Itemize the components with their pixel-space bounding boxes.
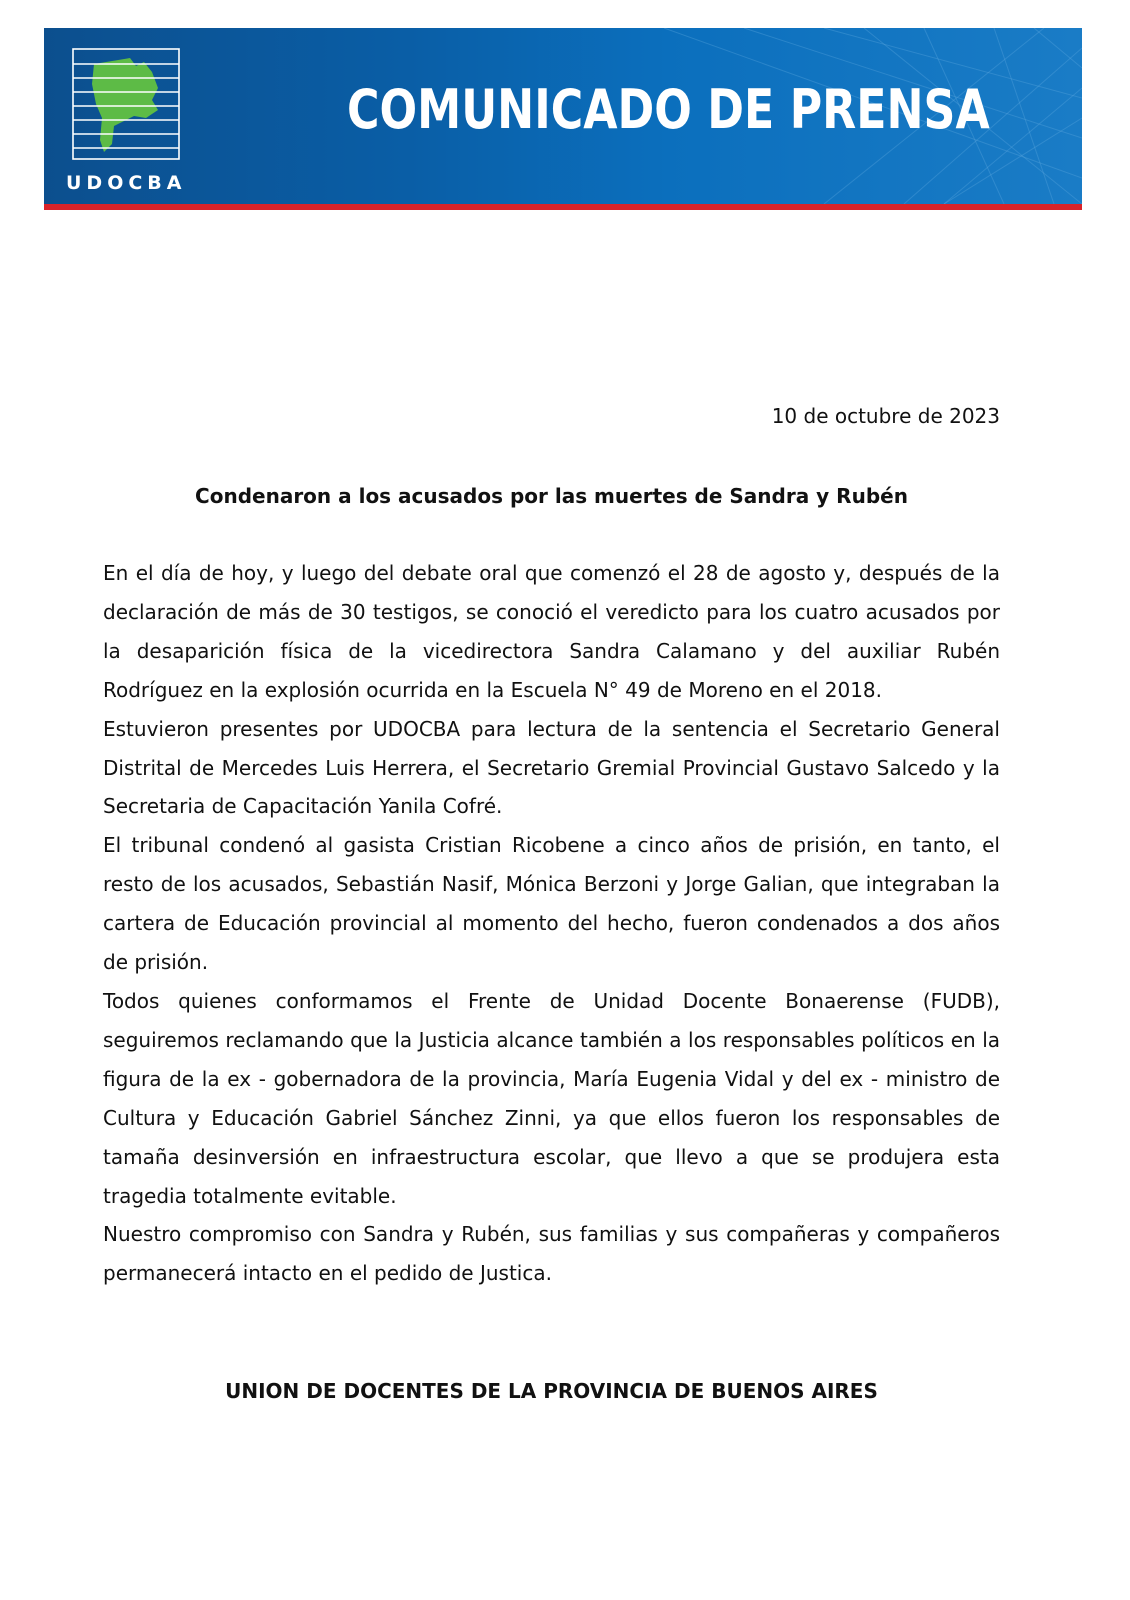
body-paragraph: Estuvieron presentes por UDOCBA para lectura de la sentencia el Secretario General Distrital de Mercedes Luis Herrera, el Secretario Gremial Provincial Gustavo Salcedo y la Secretaria de Capacitación Yanila Cofré. [103,716,1000,819]
body-paragraph: Nuestro compromiso con Sandra y Rubén, sus familias y sus compañeras y compañeros permanecerá intacto en el pedido de Justica. [103,1222,1000,1286]
body-paragraph: Todos quienes conformamos el Frente de Unidad Docente Bonaerense (FUDB), seguiremos reclamando que la Justicia alcance también a los responsables políticos en la figura de la ex - gobernadora de la provincia, María Eugenia Vidal y del ex - ministro de Cultura y Educación Gabriel Sánchez Zinni, ya que ellos fueron los responsables de tamaña desinversión en infraestructura escolar, que llevo a que se produjera esta tragedia totalmente evitable. [103,988,1000,1208]
udocba-logo-icon [72,48,180,160]
document-date: 10 de octubre de 2023 [771,404,1000,428]
document-body [103,554,1000,1293]
banner-red-stripe [44,204,1082,210]
banner-title: COMUNICADO DE PRENSA [347,78,990,141]
document-footer-signature: UNION DE DOCENTES DE LA PROVINCIA DE BUENOS AIRES [225,1379,878,1403]
logo-wordmark: UDOCBA [66,172,187,194]
body-paragraph: El tribunal condenó al gasista Cristian Ricobene a cinco años de prisión, en tanto, el resto de los acusados, Sebastián Nasif, Mónica Berzoni y Jorge Galian, que integraban la cartera de Educación provincial al momento del hecho, fueron condenados a dos años de prisión. [103,833,1000,975]
body-paragraph: En el día de hoy, y luego del debate oral que comenzó el 28 de agosto y, después de la declaración de más de 30 testigos, se conoció el veredicto para los cuatro acusados por la desaparición física de la vicedirectora Sandra Calamano y del auxiliar Rubén Rodríguez en la explosión ocurrida en la Escuela N° 49 de Moreno en el 2018. [103,561,1000,702]
document-headline: Condenaron a los acusados por las muertes de Sandra y Rubén [195,484,908,508]
press-release-banner [44,28,1082,204]
